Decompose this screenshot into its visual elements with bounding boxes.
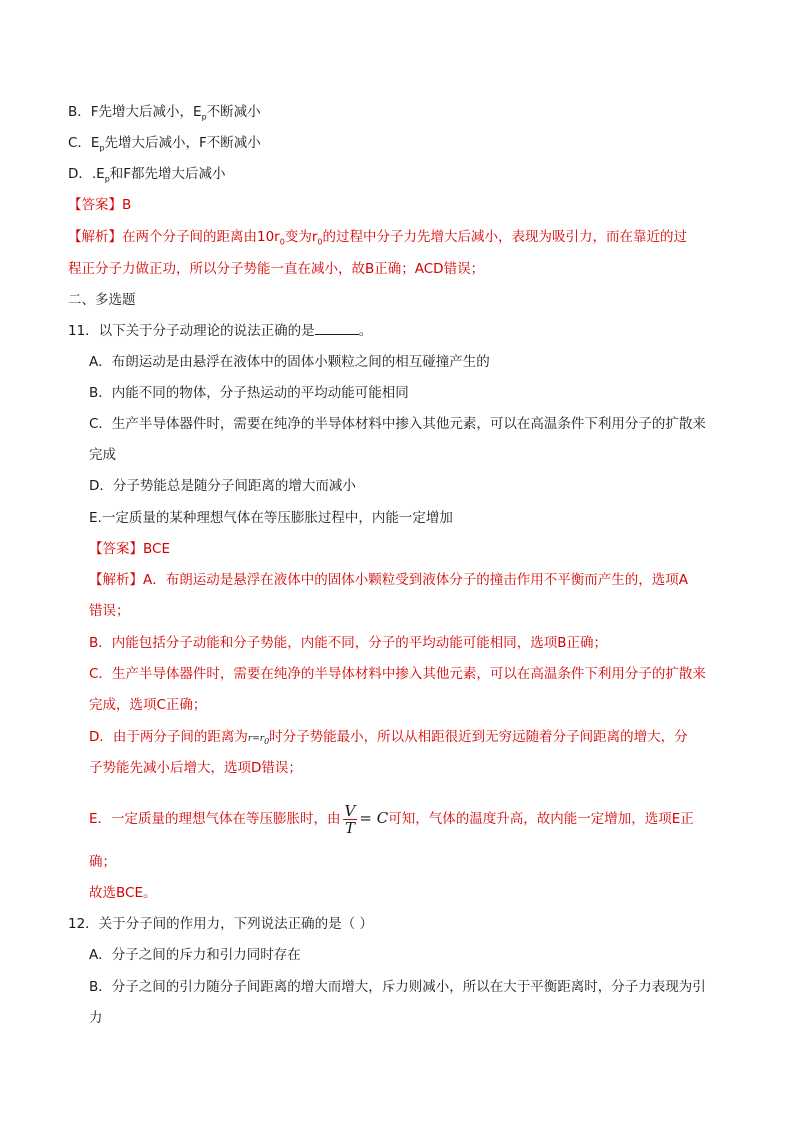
q12-option-b-line1: B．分子之间的引力随分子间距离的增大而增大，斥力则减小，所以在大于平衡距离时，分子力表现为引 (89, 979, 706, 995)
q11-analysis-d-line2: 子势能先减小后增大，选项D错误； (89, 760, 302, 776)
q10-option-d: D．$.E_p$和F都先增大后减小 (68, 166, 226, 184)
q11-option-a: A．布朗运动是由悬浮在液体中的固体小颗粒之间的相互碰撞产生的 (89, 354, 490, 370)
q11-stem: 11．以下关于分子动理论的说法正确的是 。 (68, 323, 373, 339)
q11-option-e: E.一定质量的某种理想气体在等压膨胀过程中，内能一定增加 (89, 510, 453, 526)
q11-option-c-line2: 完成 (89, 447, 116, 463)
q11-analysis-e-line1: E．一定质量的理想气体在等压膨胀时，由 $\frac{V}{T}$ = C可知，气体的温度升高，故内能一定增加，选项E正 (89, 801, 694, 837)
q11-analysis-a-line2: 错误； (89, 603, 130, 619)
q11-option-d: D．分子势能总是随分子间距离的增大而减小 (89, 478, 356, 494)
q12-stem: 12．关于分子间的作用力，下列说法正确的是（ ） (68, 916, 373, 932)
answer-blank (315, 322, 359, 335)
q10-analysis-line2: 程正分子力做正功，所以分子势能一直在减小，故B正确；ACD错误； (68, 261, 485, 277)
fraction-v-over-t: $\frac{V}{T}$ (344, 801, 356, 837)
q11-analysis-b: B．内能包括分子动能和分子势能，内能不同，分子的平均动能可能相同，选项B正确； (89, 635, 608, 651)
q11-conclusion: 故选BCE。 (89, 885, 157, 901)
q10-answer: 【答案】B (68, 197, 132, 213)
q11-analysis-e-line2: 确； (89, 854, 116, 870)
q11-option-c-line1: C．生产半导体器件时，需要在纯净的半导体材料中掺入其他元素，可以在高温条件下利用分子的扩散来 (89, 416, 706, 432)
q11-option-b: B．内能不同的物体，分子热运动的平均动能可能相同 (89, 385, 409, 401)
q12-option-b-line2: 力 (89, 1010, 103, 1026)
section-title: 二、多选题 (68, 292, 136, 308)
q11-answer: 【答案】BCE (89, 541, 170, 557)
q11-analysis-d-line1: D．由于两分子间的距离为r=r0时分子势能最小，所以从相距很近到无穷远随着分子间距离的增大，分 (89, 729, 688, 746)
q11-analysis-c-line1: C．生产半导体器件时，需要在纯净的半导体材料中掺入其他元素，可以在高温条件下利用分子的扩散来 (89, 666, 706, 682)
q12-option-a: A．分子之间的斥力和引力同时存在 (89, 947, 301, 963)
q11-analysis-a-line1: 【解析】A．布朗运动是悬浮在液体中的固体小颗粒受到液体分子的撞击作用不平衡而产生的，选项A (89, 572, 688, 588)
q11-analysis-c-line2: 完成，选项C正确； (89, 697, 207, 713)
q10-option-b: B．F先增大后减小，$E_p$不断减小 (68, 104, 261, 122)
q10-analysis-line1: 【解析】在两个分子间的距离由$10r_0$变为$r_0$的过程中分子力先增大后减小，表现为吸引力，而在靠近的过 (68, 229, 687, 247)
formula-r-equals-r0: r=r0 (247, 734, 270, 746)
q10-option-c: C．$E_p$先增大后减小，F不断减小 (68, 135, 261, 153)
